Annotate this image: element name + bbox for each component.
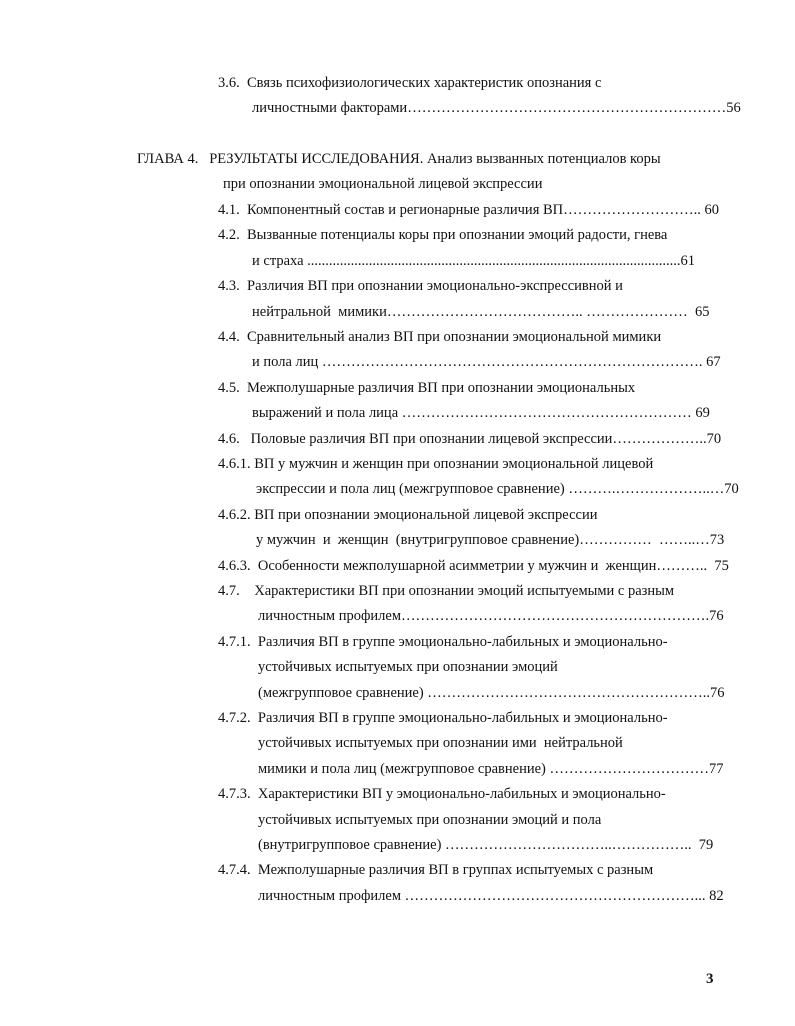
toc-line: 4.3. Различия ВП при опознании эмоционально-экспрессивной и (218, 278, 623, 294)
toc-line: 4.4. Сравнительный анализ ВП при опознании эмоциональной мимики (218, 329, 662, 345)
toc-line: и пола лиц ……………………………………………………………………. 67 (252, 354, 721, 370)
chapter-heading: при опознании эмоциональной лицевой экспрессии (223, 176, 543, 192)
toc-line: 4.1. Компонентный состав и регионарные различия ВП……………………….. 60 (218, 202, 720, 218)
toc-line: 4.2. Вызванные потенциалы коры при опознании эмоций радости, гнева (218, 227, 668, 243)
toc-line: у мужчин и женщин (внутригрупповое сравнение)…………… ……..…73 (256, 532, 725, 548)
toc-line: 4.7.4. Межполушарные различия ВП в группах испытуемых с разным (218, 862, 654, 878)
toc-line: 4.5. Межполушарные различия ВП при опознании эмоциональных (218, 380, 636, 396)
toc-line: 3.6. Связь психофизиологических характеристик опознания с (218, 75, 602, 91)
toc-line: 4.6.1. ВП у мужчин и женщин при опознании эмоциональной лицевой (218, 456, 654, 472)
toc-line: выражений и пола лица …………………………………………………… 69 (252, 405, 710, 421)
toc-line: экспрессии и пола лиц (межгрупповое сравнение) ……….………………..…70 (256, 481, 739, 497)
toc-line: 4.7.3. Характеристики ВП у эмоционально-лабильных и эмоционально- (218, 786, 666, 802)
page-number: 3 (706, 971, 714, 987)
toc-line: 4.7.2. Различия ВП в группе эмоционально-лабильных и эмоционально- (218, 710, 668, 726)
toc-line: мимики и пола лиц (межгрупповое сравнение) ……………………………77 (258, 761, 724, 777)
toc-line: (внутригрупповое сравнение) ……………………………..…………….. 79 (258, 837, 714, 853)
toc-line: личностным профилем……………………………………………………….76 (258, 608, 724, 624)
toc-line: 4.6.2. ВП при опознании эмоциональной лицевой экспрессии (218, 507, 598, 523)
toc-line: 4.7.1. Различия ВП в группе эмоционально-лабильных и эмоционально- (218, 634, 668, 650)
toc-line: устойчивых испытуемых при опознании эмоций и пола (258, 812, 602, 828)
toc-line: 4.6.3. Особенности межполушарной асимметрии у мужчин и женщин……….. 75 (218, 558, 729, 574)
toc-line: личностными факторами…………………………………………………………56 (252, 100, 741, 116)
toc-line: 4.6. Половые различия ВП при опознании лицевой экспрессии………………..70 (218, 431, 722, 447)
chapter-heading: ГЛАВА 4. РЕЗУЛЬТАТЫ ИССЛЕДОВАНИЯ. Анализ вызванных потенциалов коры (137, 151, 661, 167)
toc-line: (межгрупповое сравнение) …………………………………………………..76 (258, 685, 725, 701)
toc-line: личностным профилем ……………………………………………………... 82 (258, 888, 724, 904)
toc-line: и страха .......................................................................................................61 (252, 253, 696, 269)
toc-line: устойчивых испытуемых при опознании эмоций (258, 659, 558, 675)
toc-line: нейтральной мимики………………………………….. ………………… 65 (252, 304, 710, 320)
toc-line: 4.7. Характеристики ВП при опознании эмоций испытуемыми с разным (218, 583, 675, 599)
toc-line: устойчивых испытуемых при опознании ими нейтральной (258, 735, 623, 751)
